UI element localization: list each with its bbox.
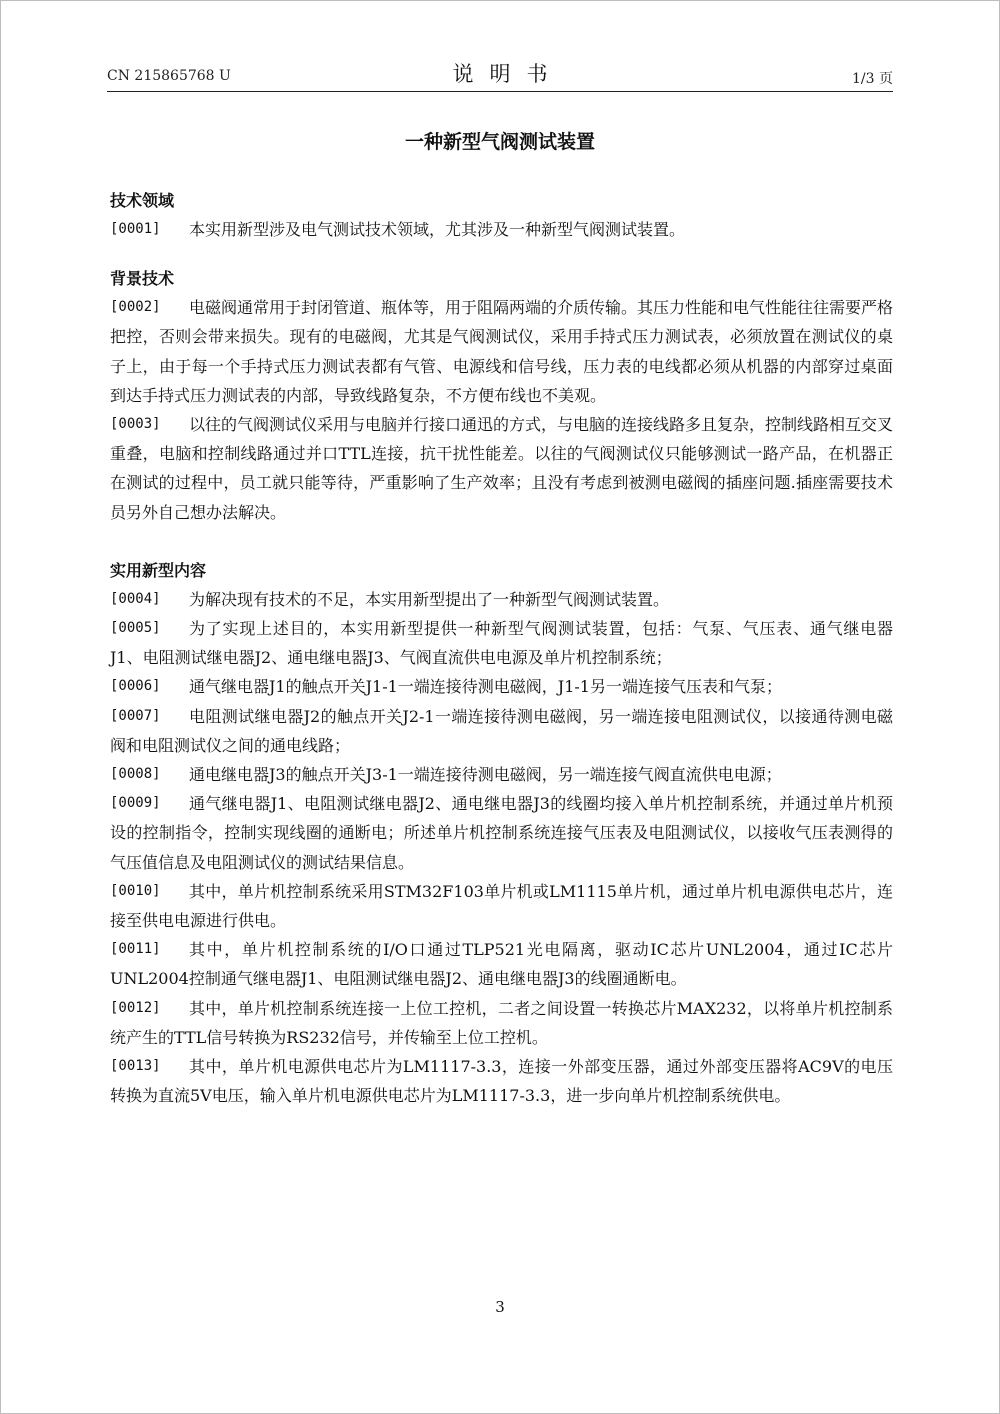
paragraph [110, 672, 893, 701]
paragraph-text: 其中，单片机控制系统采用STM32F103单片机或LM1115单片机，通过单片机电源供电芯片，连接至供电电源进行供电。 [110, 881, 893, 931]
paragraph-text: 为了实现上述目的，本实用新型提供一种新型气阀测试装置，包括：气泵、气压表、通气继电器J1、电阻测试继电器J2、通电继电器J3、气阀直流供电电源及单片机控制系统； [110, 619, 893, 668]
document-body [110, 186, 893, 1110]
paragraph-number: [0002] [110, 299, 161, 316]
paragraph-text: 其中，单片机控制系统的I/O口通过TLP521光电隔离，驱动IC芯片UNL2004，通过IC芯片UNL2004控制通气继电器J1、电阻测试继电器J2、通电继电器J3的线圈通断电。 [110, 940, 893, 989]
paragraph [110, 1052, 893, 1110]
paragraph-number: [0013] [110, 1058, 161, 1075]
page-count: 1/3 页 [852, 71, 893, 87]
paragraph-number: [0012] [110, 999, 161, 1016]
document-type: 说明书 [452, 62, 564, 86]
paragraph-text: 电磁阀通常用于封闭管道、瓶体等，用于阻隔两端的介质传输。其压力性能和电气性能往往需要严格把控，否则会带来损失。现有的电磁阀，尤其是气阀测试仪，采用手持式压力测试表，必须放置在测试仪的桌子上，由于每一个手持式压力测试表都有气管、电源线和信号线，压力表的电线都必须从机器的内部穿过桌面到达手持式压力测试表的内部，导致线路复杂，不方便布线也不美观。 [110, 298, 894, 405]
paragraph-number: [0009] [110, 795, 161, 812]
paragraph-text: 为解决现有技术的不足，本实用新型提出了一种新型气阀测试装置。 [189, 589, 670, 609]
paragraph-number: [0011] [110, 941, 161, 958]
paragraph [110, 293, 893, 410]
paragraph [110, 935, 893, 993]
paragraph [110, 410, 893, 527]
paragraph-text: 通气继电器J1的触点开关J1-1一端连接待测电磁阀，J1-1另一端连接气压表和气泵； [189, 677, 782, 697]
paragraph [110, 760, 893, 789]
section-heading: 技术领域 [110, 191, 175, 210]
paragraph [110, 585, 893, 614]
paragraph-number: [0005] [110, 620, 161, 637]
paragraph-number: [0003] [110, 416, 161, 433]
paragraph [110, 614, 893, 672]
paragraph-text: 通电继电器J3的触点开关J3-1一端连接待测电磁阀，另一端连接气阀直流供电电源； [189, 765, 782, 785]
section-heading: 背景技术 [110, 269, 175, 289]
paragraph-number: [0001] [110, 221, 161, 237]
paragraph [110, 215, 893, 244]
paragraph-text: 其中，单片机控制系统连接一上位工控机，二者之间设置一转换芯片MAX232，以将单片机控制系统产生的TTL信号转换为RS232信号，并传输至上位工控机。 [110, 998, 893, 1047]
paragraph-text: 其中，单片机电源供电芯片为LM1117-3.3，连接一外部变压器，通过外部变压器将AC9V的电压转换为直流5V电压，输入单片机电源供电芯片为LM1117-3.3，进一步向单片机控制系统供电。 [110, 1057, 893, 1106]
header-divider [107, 91, 893, 92]
paragraph-text: 以往的气阀测试仪采用与电脑并行接口通迅的方式，与电脑的连接线路多且复杂，控制线路相互交叉重叠，电脑和控制线路通过并口TTL连接，抗干扰性能差。以往的气阀测试仪只能够测试一路产品，在机器正在测试的过程中，员工就只能等待，严重影响了生产效率；且没有考虑到被测电磁阀的插座问题.插座需要技术员另外自己想办法解决。 [110, 415, 894, 522]
paragraph-number: [0004] [110, 590, 161, 607]
paragraph-number: [0006] [110, 678, 161, 695]
paragraph-text: 通气继电器J1、电阻测试继电器J2、通电继电器J3的线圈均接入单片机控制系统，并通过单片机预设的控制指令，控制实现线圈的通断电；所述单片机控制系统连接气压表及电阻测试仪，以接收气压表测得的气压值信息及电阻测试仪的测试结果信息。 [110, 794, 893, 872]
publication-number: CN 215865768 U [107, 68, 231, 84]
paragraph-number: [0010] [110, 882, 161, 899]
paragraph-text: 本实用新型涉及电气测试技术领域，尤其涉及一种新型气阀测试装置。 [189, 220, 686, 239]
paragraph-text: 电阻测试继电器J2的触点开关J2-1一端连接待测电磁阀，另一端连接电阻测试仪，以接通待测电磁阀和电阻测试仪之间的通电线路； [110, 706, 893, 755]
page-header [107, 58, 893, 94]
paragraph [110, 877, 893, 935]
paragraph-number: [0007] [110, 707, 161, 724]
section-heading: 实用新型内容 [110, 560, 207, 580]
paragraph [110, 702, 893, 760]
paragraph [110, 789, 893, 877]
paragraph-number: [0008] [110, 766, 161, 783]
paragraph [110, 994, 893, 1052]
page-number: 3 [495, 1298, 505, 1316]
document-title: 一种新型气阀测试装置 [404, 131, 595, 153]
